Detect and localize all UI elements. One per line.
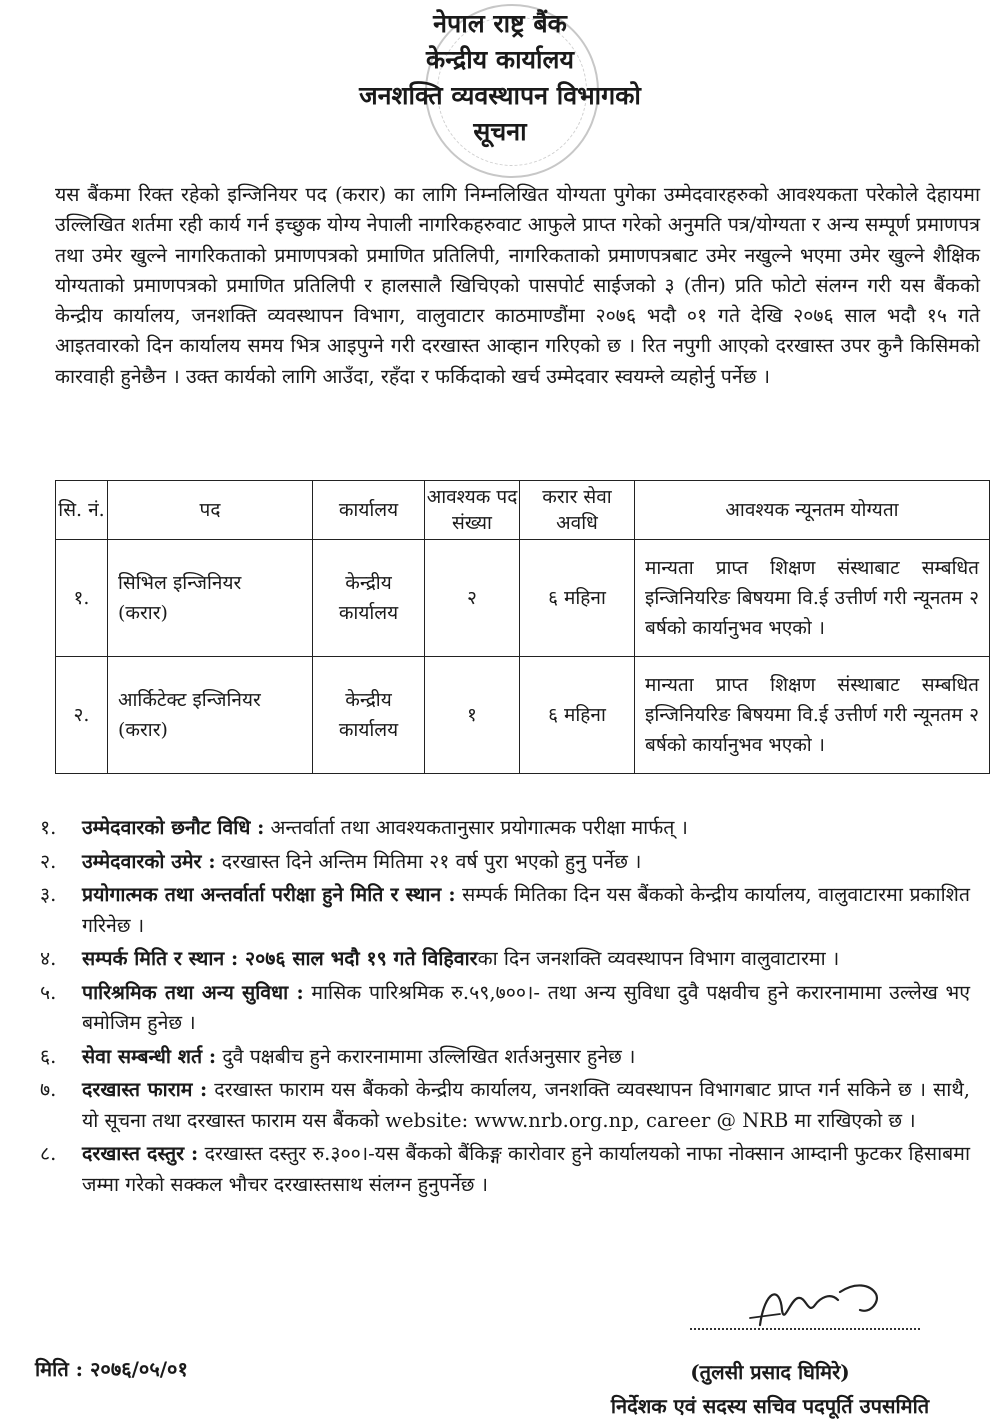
condition-text: सम्पर्क मितिका दिन यस बैंकको केन्द्रीय कार्यालय, वालुवाटारमा प्रकाशित गरिनेछ । <box>82 883 970 937</box>
condition-item <box>30 944 970 975</box>
cell-duration: ६ महिना <box>520 540 635 657</box>
cell-post <box>108 540 313 657</box>
header-office: कार्यालय <box>313 481 425 540</box>
notice-header <box>0 6 1000 150</box>
intro-paragraph: यस बैंकमा रिक्त रहेको इन्जिनियर पद (करार) का लागि निम्नलिखित योग्यता पुगेका उम्मेदवारहरुको आवश्यकता परेकोले देहायमा उल्लिखित शर्तमा रही कार्य गर्न इच्छुक योग्य नेपाली नागरिकहरुवाट आफुले प्राप्त गरेको अनुमति पत्र/योग्यता र अन्य सम्पूर्ण प्रमाणपत्र तथा उमेर खुल्ने नागरिकताको प्रमाणपत्रको प्रमाणित प्रतिलिपी, नागरिकताको प्रमाणपत्रबाट उमेर नखुल्ने भएमा उमेर खुल्ने शैक्षिक योग्यताको प्रमाणपत्रको प्रमाणित प्रतिलिपी र हालसालै खिचिएको पासपोर्ट साईजको ३ (तीन) प्रति फोटो संलग्न गरी यस बैंकको केन्द्रीय कार्यालय, जनशक्ति व्यवस्थापन विभाग, वालुवाटार काठमाण्डौंमा २०७६ भदौ ०१ गते देखि २०७६ साल भदौ १५ गते आइतवारको दिन कार्यालय समय भित्र आइपुग्ने गरी दरखास्त आव्हान गरिएको छ । रित नपुगी आएको दरखास्त उपर कुनै किसिमको कारवाही हुनेछैन । उक्त कार्यको लागि आउँदा, रहँदा र फर्किदाको खर्च उम्मेदवार स्वयम्ले व्यहोर्नु पर्नेछ । <box>55 183 980 388</box>
header-sn: सि. नं. <box>56 481 108 540</box>
cell-qualification: मान्यता प्राप्त शिक्षण संस्थाबाट सम्बधित इन्जिनियरिङ बिषयमा वि.ई उत्तीर्ण गरी न्यूनतम २ बर्षको कार्यानुभव भएको । <box>635 657 990 774</box>
condition-text: अन्तर्वार्ता तथा आवश्यकतानुसार प्रयोगात्मक परीक्षा मार्फत् । <box>270 816 688 839</box>
signer-title: निर्देशक एवं सदस्य सचिव पदपूर्ति उपसमिति <box>610 1394 930 1418</box>
cell-duration: ६ महिना <box>520 657 635 774</box>
header-qualification: आवश्यक न्यूनतम योग्यता <box>635 481 990 540</box>
header-post: पद <box>108 481 313 540</box>
cell-qualification: मान्यता प्राप्त शिक्षण संस्थाबाट सम्बधित इन्जिनियरिङ बिषयमा वि.ई उत्तीर्ण गरी न्यूनतम २ बर्षको कार्यानुभव भएको । <box>635 540 990 657</box>
cell-office: केन्द्रीय कार्यालय <box>313 657 425 774</box>
header-duration: करार सेवा अवधि <box>520 481 635 540</box>
condition-label: सम्पर्क मिति र स्थान : २०७६ साल भदौ १९ गते विहिवार <box>82 947 478 970</box>
condition-item <box>30 1139 970 1200</box>
condition-item <box>30 880 970 941</box>
condition-number: ५. <box>40 980 57 1004</box>
org-name: नेपाल राष्ट्र बैंक <box>433 9 567 38</box>
vacancy-table <box>55 480 990 774</box>
condition-text: दुवै पक्षबीच हुने करारनामामा उल्लिखित शर्तअनुसार हुनेछ । <box>222 1044 636 1068</box>
cell-count: १ <box>425 657 520 774</box>
condition-number: ३. <box>40 883 57 906</box>
cell-sn: २. <box>56 657 108 774</box>
condition-text: दरखास्त दस्तुर रु.३००।-यस बैंकको बैंकिङ्ग कारोवार हुने कार्यालयको नाफा नोक्सान आम्दानी फुटकर हिसाबमा जम्मा गरेको सक्कल भौचर दरखास्तसाथ संलग्न हुनुपर्नेछ । <box>82 1142 971 1196</box>
condition-text: दरखास्त दिने अन्तिम मितिमा २१ वर्ष पुरा भएको हुनु पर्नेछ । <box>221 849 642 873</box>
cell-count: २ <box>425 540 520 657</box>
cell-sn: १. <box>56 540 108 657</box>
signature-line <box>690 1328 920 1330</box>
condition-label: सेवा सम्बन्धी शर्त : <box>82 1044 217 1068</box>
condition-label: दरखास्त दस्तुर : <box>82 1142 199 1165</box>
condition-item <box>30 1075 970 1136</box>
cell-post <box>108 657 313 774</box>
condition-number: ४. <box>40 947 57 970</box>
header-count: आवश्यक पद संख्या <box>425 481 520 540</box>
post-name: सिभिल इन्जिनियर <box>118 572 242 594</box>
cell-office: केन्द्रीय कार्यालय <box>313 540 425 657</box>
post-name: आर्किटेक्ट इन्जिनियर <box>118 689 261 711</box>
condition-label: प्रयोगात्मक तथा अन्तर्वार्ता परीक्षा हुने मिति र स्थान : <box>82 883 456 906</box>
department-name: जनशक्ति व्यवस्थापन विभागको <box>359 81 641 110</box>
condition-number: १. <box>40 816 57 839</box>
condition-item <box>30 978 970 1039</box>
office-name: केन्द्रीय कार्यालय <box>426 45 574 74</box>
condition-label: उम्मेदवारको उमेर : <box>82 849 216 873</box>
post-type: (करार) <box>118 719 168 741</box>
signer-block <box>560 1355 980 1423</box>
condition-number: २. <box>40 849 57 873</box>
notice-title: सूचना <box>473 117 527 146</box>
table-row <box>56 657 990 774</box>
condition-item <box>30 1042 970 1073</box>
post-type: (करार) <box>118 602 168 624</box>
condition-number: ८. <box>40 1142 57 1165</box>
condition-number: ७. <box>40 1078 57 1101</box>
condition-item <box>30 847 970 878</box>
condition-text: का दिन जनशक्ति व्यवस्थापन विभाग वालुवाटारमा । <box>477 947 840 970</box>
conditions-list <box>30 813 970 1203</box>
condition-text: मासिक पारिश्रमिक रु.५९,७००।- तथा अन्य सुविधा दुवै पक्षवीच हुने करारनामामा उल्लेख भए बमोजिम हुनेछ । <box>82 980 970 1034</box>
signer-name: (तुलसी प्रसाद घिमिरे) <box>690 1360 850 1384</box>
condition-item <box>30 813 970 844</box>
condition-label: उम्मेदवारको छनौट विधि : <box>82 816 265 839</box>
notice-date: मिति : २०७६/०५/०१ <box>35 1357 188 1381</box>
condition-number: ६. <box>40 1044 57 1068</box>
condition-label: पारिश्रमिक तथा अन्य सुविधा : <box>82 980 304 1004</box>
table-row <box>56 540 990 657</box>
condition-text: दरखास्त फाराम यस बैंकको केन्द्रीय कार्यालय, जनशक्ति व्यवस्थापन विभागबाट प्राप्त गर्न सकिने छ । साथै, यो सूचना तथा दरखास्त फाराम यस बैंकको website: www.nrb.org.np, career @ NRB मा राखिएको छ । <box>82 1078 970 1132</box>
table-header-row <box>56 481 990 540</box>
condition-label: दरखास्त फाराम : <box>82 1078 208 1101</box>
